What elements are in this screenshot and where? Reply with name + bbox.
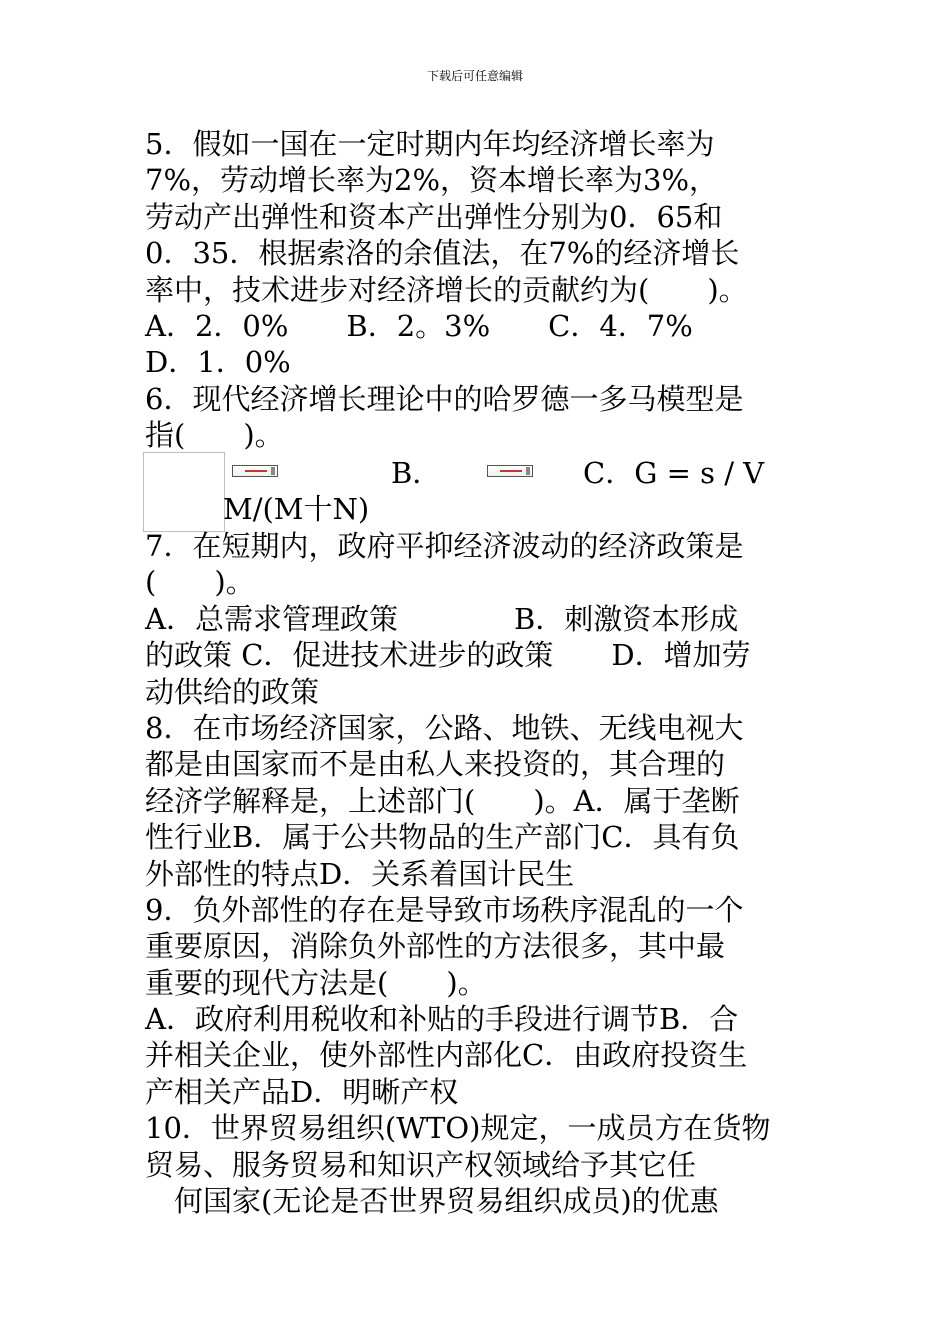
- text-line: 0．35．根据索洛的余值法，在7%的经济增长: [145, 236, 740, 271]
- option-d-formula: M/(M十N): [223, 492, 370, 526]
- text-line: 贸易、服务贸易和知识产权领域给予其它任: [145, 1147, 697, 1182]
- text-line: 5．假如一国在一定时期内年均经济增长率为: [145, 127, 715, 161]
- text-line: 10．世界贸易组织(WTO)规定，一成员方在货物: [145, 1111, 771, 1146]
- text-line: 的政策 C．促进技术进步的政策 D．增加劳: [145, 638, 751, 673]
- option-b: B．: [391, 456, 442, 490]
- text-line: 何国家(无论是否世界贸易组织成员)的优惠: [145, 1184, 719, 1219]
- text-line: 率中，技术进步对经济增长的贡献约为( )。: [145, 272, 748, 307]
- text-line: D．1．0%: [145, 345, 291, 380]
- text-line: 6．现代经济增长理论中的哈罗德一多马模型是: [145, 381, 744, 416]
- text-line: 指( )。: [145, 418, 284, 453]
- text-line: 重要的现代方法是( )。: [145, 965, 487, 1000]
- text-line: 经济学解释是，上述部门( )。A．属于垄断: [145, 783, 740, 818]
- text-line: ( )。: [145, 565, 255, 600]
- text-line: 8．在市场经济国家，公路、地铁、无线电视大: [145, 710, 744, 745]
- text-line: 并相关企业，使外部性内部化C．由政府投资生: [145, 1038, 748, 1073]
- body-text-bottom: [145, 528, 810, 1219]
- text-line: A．政府利用税收和补贴的手段进行调节B．合: [145, 1002, 739, 1037]
- text-line: 劳动产出弹性和资本产出弹性分别为0．65和: [145, 199, 723, 234]
- page-header: 下载后可任意编辑: [426, 69, 523, 83]
- option-c: C．G = s / V: [583, 456, 765, 490]
- text-line: 外部性的特点D．关系着国计民生: [145, 856, 575, 891]
- text-line: A．总需求管理政策 B．刺激资本形成: [145, 601, 739, 636]
- text-line: 9．负外部性的存在是导致市场秩序混乱的一个: [145, 892, 744, 927]
- text-line: 产相关产品D．明晰产权: [145, 1074, 459, 1109]
- text-line: 7．在短期内，政府平抑经济波动的经济政策是: [145, 529, 744, 563]
- body-text-top: [145, 126, 810, 454]
- text-line: 都是由国家而不是由私人来投资的，其合理的: [145, 747, 726, 782]
- text-line: 7%，劳动增长率为2%，资本增长率为3%，: [145, 163, 719, 198]
- q6-options-row: [145, 455, 810, 491]
- text-line: 性行业B．属于公共物品的生产部门C．具有负: [145, 820, 740, 855]
- text-line: 重要原因，消除负外部性的方法很多，其中最: [145, 929, 726, 964]
- text-line: A．2．0% B．2。3% C．4．7%: [145, 308, 693, 343]
- text-line: 动供给的政策: [145, 674, 320, 709]
